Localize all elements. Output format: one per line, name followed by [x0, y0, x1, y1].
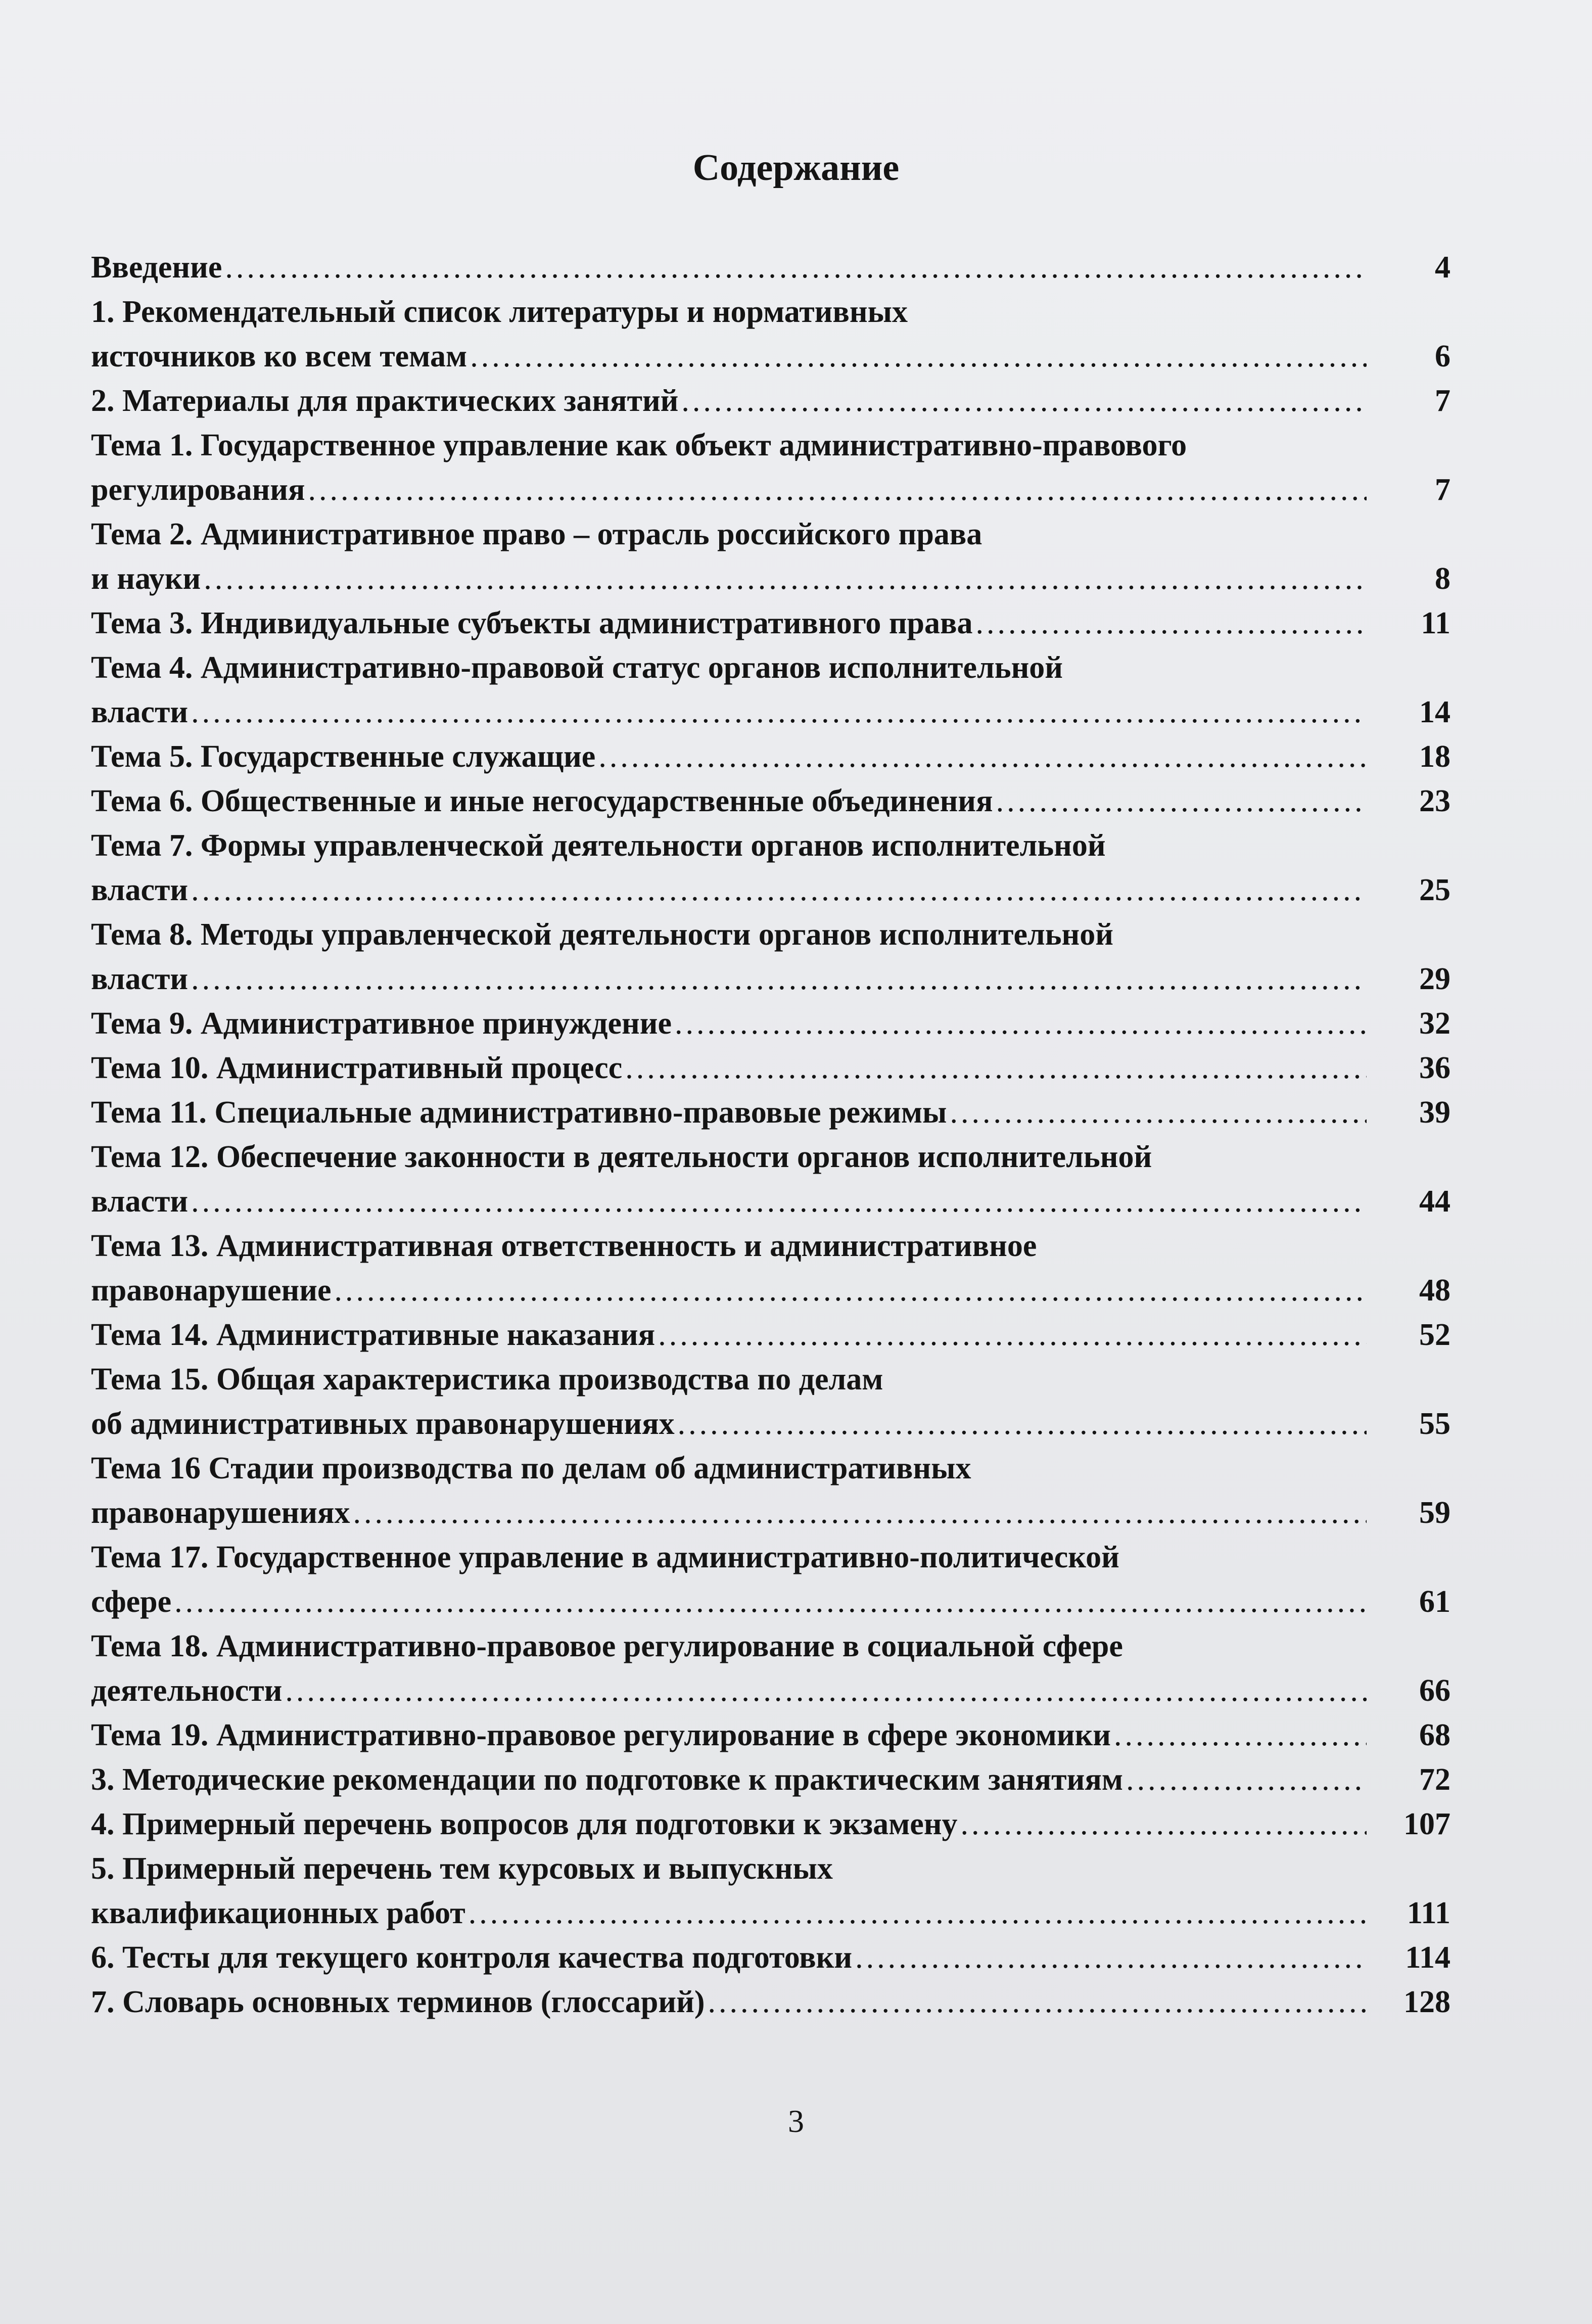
toc-entry-row [91, 1313, 1450, 1357]
toc-entry-page: 36 [1419, 1051, 1450, 1085]
toc-entry-page: 4 [1435, 250, 1450, 285]
toc-entry-title: 2. Материалы для практических занятий [91, 384, 679, 418]
toc-entry-title: квалификационных работ [91, 1896, 465, 1930]
toc-entry-title-line: Тема 17. Государственное управление в административно-политической [91, 1540, 1119, 1574]
toc-entry-row [91, 1268, 1450, 1313]
toc-entry-page: 29 [1419, 962, 1450, 996]
page-number: 3 [788, 2103, 804, 2139]
dot-leader [191, 1179, 1367, 1224]
page-title: Содержание [692, 147, 900, 189]
dot-leader [174, 1579, 1367, 1624]
toc-entry [91, 601, 1450, 645]
toc-entry-page: 7 [1435, 384, 1450, 418]
dot-leader [678, 1402, 1367, 1446]
toc-entry-page: 61 [1419, 1585, 1450, 1619]
toc-entry-title-line: Тема 8. Методы управленческой деятельности органов исполнительной [91, 917, 1113, 952]
toc-entry-title: Тема 11. Специальные административно-правовые режимы [91, 1095, 947, 1130]
toc-entry-title-line: Тема 1. Государственное управление как объект административно-правового [91, 428, 1187, 462]
toc-entry-title: 7. Словарь основных терминов (глоссарий) [91, 1985, 705, 2019]
toc-entry-page: 23 [1419, 784, 1450, 818]
toc-entry-title: власти [91, 962, 189, 996]
toc-entry [91, 1713, 1450, 1757]
toc-entry-title-line: Тема 15. Общая характеристика производства по делам [91, 1362, 883, 1397]
toc-entry [91, 1624, 1450, 1713]
toc-entry-page: 66 [1419, 1674, 1450, 1708]
toc-entry-title: Тема 19. Административно-правовое регулирование в сфере экономики [91, 1718, 1111, 1752]
dot-leader [308, 468, 1367, 512]
toc-entry [91, 1135, 1450, 1224]
toc-entry [91, 1535, 1450, 1624]
toc-entry-title-line: 1. Рекомендательный список литературы и нормативных [91, 295, 908, 329]
toc-entry-page: 72 [1419, 1762, 1450, 1797]
toc-entry-title: источников ко всем темам [91, 339, 467, 374]
toc-entry-title: Тема 6. Общественные и иные негосударственные объединения [91, 784, 993, 818]
dot-leader [681, 379, 1367, 423]
toc-entry [91, 1802, 1450, 1846]
toc-entry [91, 1980, 1450, 2024]
toc-entry-row [91, 734, 1450, 779]
toc-entry-row [91, 1579, 1450, 1624]
toc-entry-title: 6. Тесты для текущего контроля качества подготовки [91, 1940, 853, 1975]
toc-entry-row [91, 1001, 1450, 1046]
dot-leader [191, 690, 1367, 734]
dot-leader [470, 334, 1367, 379]
toc-entry-page: 32 [1419, 1006, 1450, 1041]
dot-leader [191, 957, 1367, 1001]
toc-entry [91, 645, 1450, 734]
toc-entry-title: правонарушение [91, 1273, 332, 1308]
toc-entry-title-line: Тема 12. Обеспечение законности в деятельности органов исполнительной [91, 1140, 1152, 1174]
toc-entry [91, 1446, 1450, 1535]
toc-entry-title: деятельности [91, 1674, 283, 1708]
toc-entry-row [91, 1046, 1450, 1090]
toc-entry-row [91, 1980, 1450, 2024]
toc-entry-row [91, 334, 1450, 379]
toc-entry-page: 68 [1419, 1718, 1450, 1752]
toc-entry [91, 1757, 1450, 1802]
toc-entry-row [91, 468, 1450, 512]
toc-entry-page: 8 [1435, 562, 1450, 596]
toc-entry [91, 1046, 1450, 1090]
toc-entry-row [91, 379, 1450, 423]
toc-entry-page: 6 [1435, 339, 1450, 374]
toc-entry-title: Тема 3. Индивидуальные субъекты административного права [91, 606, 973, 640]
table-of-contents [91, 245, 1450, 2024]
toc-entry [91, 779, 1450, 823]
toc-entry [91, 1001, 1450, 1046]
toc-entry-title: регулирования [91, 473, 305, 507]
toc-entry-title-line: 5. Примерный перечень тем курсовых и выпускных [91, 1851, 833, 1886]
toc-entry-page: 55 [1419, 1407, 1450, 1441]
dot-leader [855, 1935, 1367, 1980]
dot-leader [1126, 1757, 1367, 1802]
dot-leader [334, 1268, 1367, 1313]
toc-entry-page: 14 [1419, 695, 1450, 729]
toc-entry-title: Тема 9. Административное принуждение [91, 1006, 672, 1041]
toc-entry [91, 1224, 1450, 1313]
toc-entry-row [91, 1090, 1450, 1135]
toc-entry-title: 4. Примерный перечень вопросов для подготовки к экзамену [91, 1807, 958, 1841]
toc-entry-title-line: Тема 13. Административная ответственность и административное [91, 1229, 1037, 1263]
toc-entry-page: 25 [1419, 873, 1450, 907]
dot-leader [598, 734, 1367, 779]
toc-entry-title-line: Тема 2. Административное право – отрасль российского права [91, 517, 982, 551]
toc-entry-title: власти [91, 873, 189, 907]
toc-entry-row [91, 1891, 1450, 1935]
toc-entry-row [91, 1402, 1450, 1446]
toc-entry-page: 52 [1419, 1318, 1450, 1352]
toc-entry-row [91, 1802, 1450, 1846]
dot-leader [204, 556, 1367, 601]
toc-entry [91, 823, 1450, 912]
toc-entry [91, 512, 1450, 601]
toc-entry-row [91, 1491, 1450, 1535]
toc-entry-page: 107 [1403, 1807, 1450, 1841]
toc-entry-page: 111 [1407, 1896, 1450, 1930]
toc-entry [91, 290, 1450, 379]
toc-entry-title-line: Тема 16 Стадии производства по делам об административных [91, 1451, 971, 1485]
toc-entry-title-line: Тема 4. Административно-правовой статус органов исполнительной [91, 650, 1063, 685]
toc-entry [91, 245, 1450, 290]
toc-entry-title: об административных правонарушениях [91, 1407, 675, 1441]
toc-entry-row [91, 1668, 1450, 1713]
toc-entry [91, 1357, 1450, 1446]
toc-entry-page: 7 [1435, 473, 1450, 507]
toc-entry-page: 114 [1405, 1940, 1450, 1975]
toc-entry-row [91, 957, 1450, 1001]
toc-entry-title: правонарушениях [91, 1496, 350, 1530]
dot-leader [961, 1802, 1367, 1846]
dot-leader [469, 1891, 1367, 1935]
dot-leader [353, 1491, 1367, 1535]
toc-entry-page: 59 [1419, 1496, 1450, 1530]
toc-entry [91, 1090, 1450, 1135]
toc-entry [91, 912, 1450, 1001]
toc-entry-row [91, 1713, 1450, 1757]
toc-entry-page: 39 [1419, 1095, 1450, 1130]
dot-leader [658, 1313, 1367, 1357]
dot-leader [675, 1001, 1367, 1046]
toc-entry-page: 11 [1421, 606, 1450, 640]
toc-entry [91, 734, 1450, 779]
toc-entry-row [91, 690, 1450, 734]
toc-entry-title: Тема 5. Государственные служащие [91, 739, 596, 774]
toc-entry-row [91, 868, 1450, 912]
toc-entry [91, 379, 1450, 423]
toc-entry-row [91, 1179, 1450, 1224]
toc-entry-page: 18 [1419, 739, 1450, 774]
toc-entry-title: Тема 14. Административные наказания [91, 1318, 655, 1352]
dot-leader [625, 1046, 1367, 1090]
toc-entry-row [91, 245, 1450, 290]
toc-entry-page: 48 [1419, 1273, 1450, 1308]
toc-entry-row [91, 1935, 1450, 1980]
toc-entry-title: Тема 10. Административный процесс [91, 1051, 623, 1085]
toc-entry-page: 44 [1419, 1184, 1450, 1219]
toc-entry-title: 3. Методические рекомендации по подготовке к практическим занятиям [91, 1762, 1123, 1797]
dot-leader [225, 245, 1367, 290]
toc-entry [91, 1935, 1450, 1980]
toc-entry-title-line: Тема 18. Административно-правовое регулирование в социальной сфере [91, 1629, 1123, 1663]
toc-entry-row [91, 779, 1450, 823]
toc-entry-row [91, 601, 1450, 645]
toc-entry-title: и науки [91, 562, 201, 596]
toc-entry-page: 128 [1403, 1985, 1450, 2019]
dot-leader [1114, 1713, 1367, 1757]
toc-entry-title: Введение [91, 250, 222, 285]
toc-entry [91, 1846, 1450, 1935]
toc-entry-title-line: Тема 7. Формы управленческой деятельности органов исполнительной [91, 828, 1106, 863]
dot-leader [950, 1090, 1367, 1135]
toc-entry-title: сфере [91, 1585, 172, 1619]
dot-leader [996, 779, 1367, 823]
toc-entry [91, 1313, 1450, 1357]
dot-leader [191, 868, 1367, 912]
toc-entry-title: власти [91, 1184, 189, 1219]
toc-entry-row [91, 1757, 1450, 1802]
toc-entry-row [91, 556, 1450, 601]
dot-leader [285, 1668, 1367, 1713]
dot-leader [708, 1980, 1367, 2024]
toc-entry [91, 423, 1450, 512]
dot-leader [976, 601, 1367, 645]
toc-entry-title: власти [91, 695, 189, 729]
